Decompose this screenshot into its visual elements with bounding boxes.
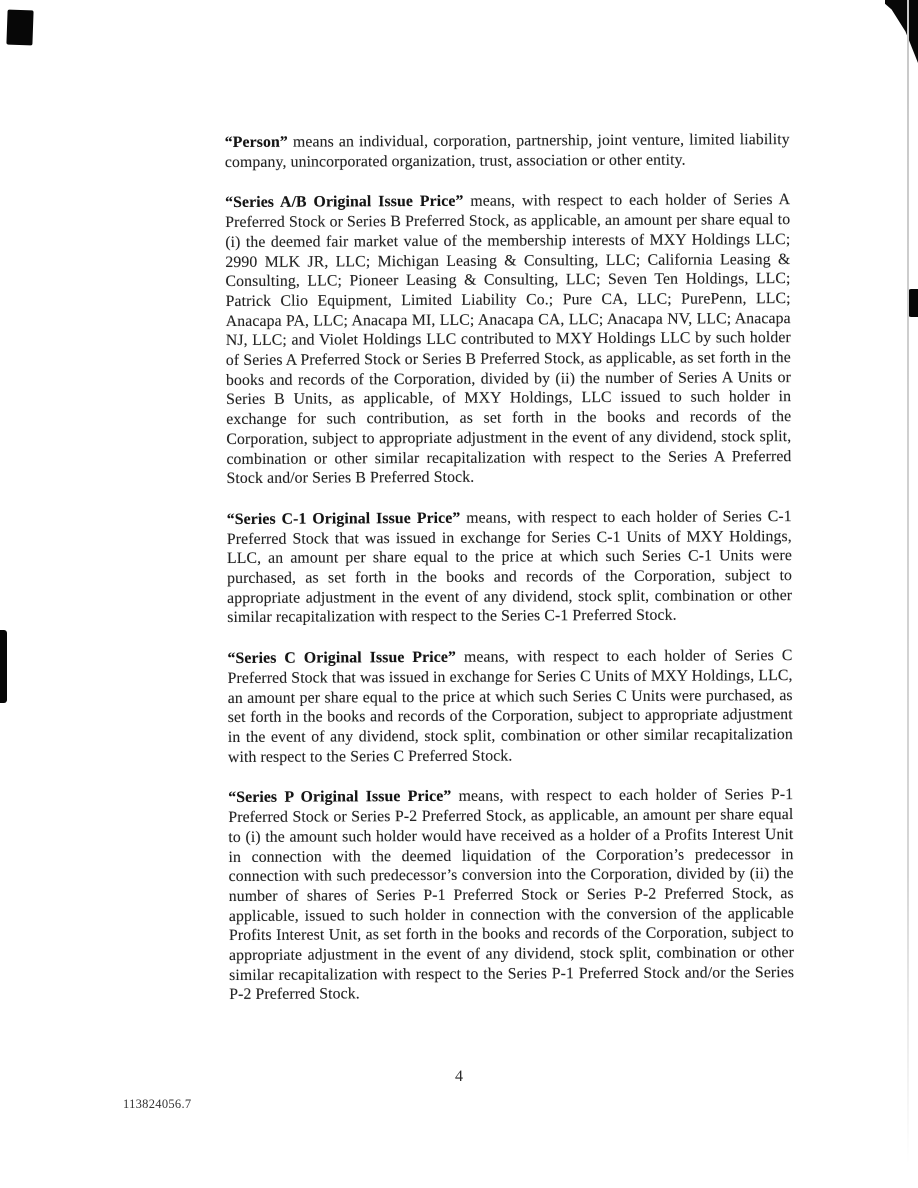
- page-number: 4: [455, 1068, 463, 1085]
- definition-body: means, with respect to each holder of Series C-1 Preferred Stock that was issued in exchange for Series C-1 Units of MXY Holdings, LLC, an amount per share equal to the price at which such Series C-1 Units were purchased, as set forth in the books and records of the Corporation, subject to appropriate adjustment in the event of any dividend, stock split, combination or other similar recapitalization with respect to the Series C-1 Preferred Stock.: [226, 507, 793, 627]
- definition-term: “Series P Original Issue Price”: [228, 788, 452, 807]
- definition-series-c1-original-issue-price: [227, 507, 793, 628]
- definition-body: means, with respect to each holder of Series P-1 Preferred Stock or Series P-2 Preferred Stock, as applicable, an amount per share equal to (i) the amount such holder would have received as a holder of a Profits Interest Unit in connection with the deemed liquidation of the Corporation’s predecessor in connection with such predecessor’s conversion into the Corporation, divided by (ii) the number of shares of Series P-1 Preferred Stock or Series P-2 Preferred Stock, as applicable, issued to such holder in connection with the conversion of the applicable Profits Interest Unit, as set forth in the books and records of the Corporation, subject to appropriate adjustment in the event of any dividend, stock split, combination or other similar recapitalization with respect to the Series P-1 Preferred Stock and/or the Series P-2 Preferred Stock.: [228, 786, 795, 1004]
- scan-artifact-right-edge: [908, 289, 918, 317]
- definition-series-p-original-issue-price: [228, 785, 794, 1005]
- scan-edge-line: [907, 0, 909, 1165]
- document-control-number: 113824056.7: [123, 1097, 192, 1111]
- scan-artifact-left-edge: [0, 630, 7, 703]
- definition-term: “Series C-1 Original Issue Price”: [226, 509, 461, 528]
- definition-term: “Series C Original Issue Price”: [227, 648, 457, 668]
- definition-term: “Series A/B Original Issue Price”: [225, 193, 464, 212]
- definition-series-ab-original-issue-price: [225, 190, 792, 489]
- definitions-section: [225, 130, 795, 1005]
- definition-term: “Person”: [224, 133, 288, 152]
- definition-body: means, with respect to each holder of Series C Preferred Stock that was issued in exchange for Series C Units of MXY Holdings, LLC, an amount per share equal to the price at which such Series C Units were purchased, as set forth in the books and records of the Corporation, subject to appropriate adjustment in the event of any dividend, stock split, combination or other similar recapitalization with respect to the Series C Preferred Stock.: [227, 647, 793, 766]
- scan-artifact-top-left: [6, 10, 33, 46]
- definition-body: means, with respect to each holder of Series A Preferred Stock or Series B Preferred Stock, as applicable, an amount per share equal to (i) the deemed fair market value of the membership interests of MXY Holdings LLC; 2990 MLK JR, LLC; Michigan Leasing & Consulting, LLC; California Leasing & Consulting, LLC; Pioneer Leasing & Consulting, LLC; Seven Ten Holdings, LLC; Patrick Clio Equipment, Limited Liability Co.; Pure CA, LLC; PurePenn, LLC; Anacapa PA, LLC; Anacapa MI, LLC; Anacapa CA, LLC; Anacapa NV, LLC; Anacapa NJ, LLC; and Violet Holdings LLC contributed to MXY Holdings LLC by such holder of Series A Preferred Stock or Series B Preferred Stock, as applicable, as set forth in the books and records of the Corporation, divided by (ii) the number of Series A Units or Series B Units, as applicable, of MXY Holdings, LLC issued to such holder in exchange for such contribution, as set forth in the books and records of the Corporation, subject to appropriate adjustment in the event of any dividend, stock split, combination or other similar recapitalization with respect to the Series A Preferred Stock and/or Series B Preferred Stock.: [225, 191, 792, 488]
- scan-artifact-top-right: [885, 0, 918, 63]
- definition-body: means an individual, corporation, partnership, joint venture, limited liability company, unincorporated organization, trust, association or other entity.: [224, 131, 790, 171]
- definition-series-c-original-issue-price: [227, 646, 793, 767]
- definition-person: [225, 130, 790, 172]
